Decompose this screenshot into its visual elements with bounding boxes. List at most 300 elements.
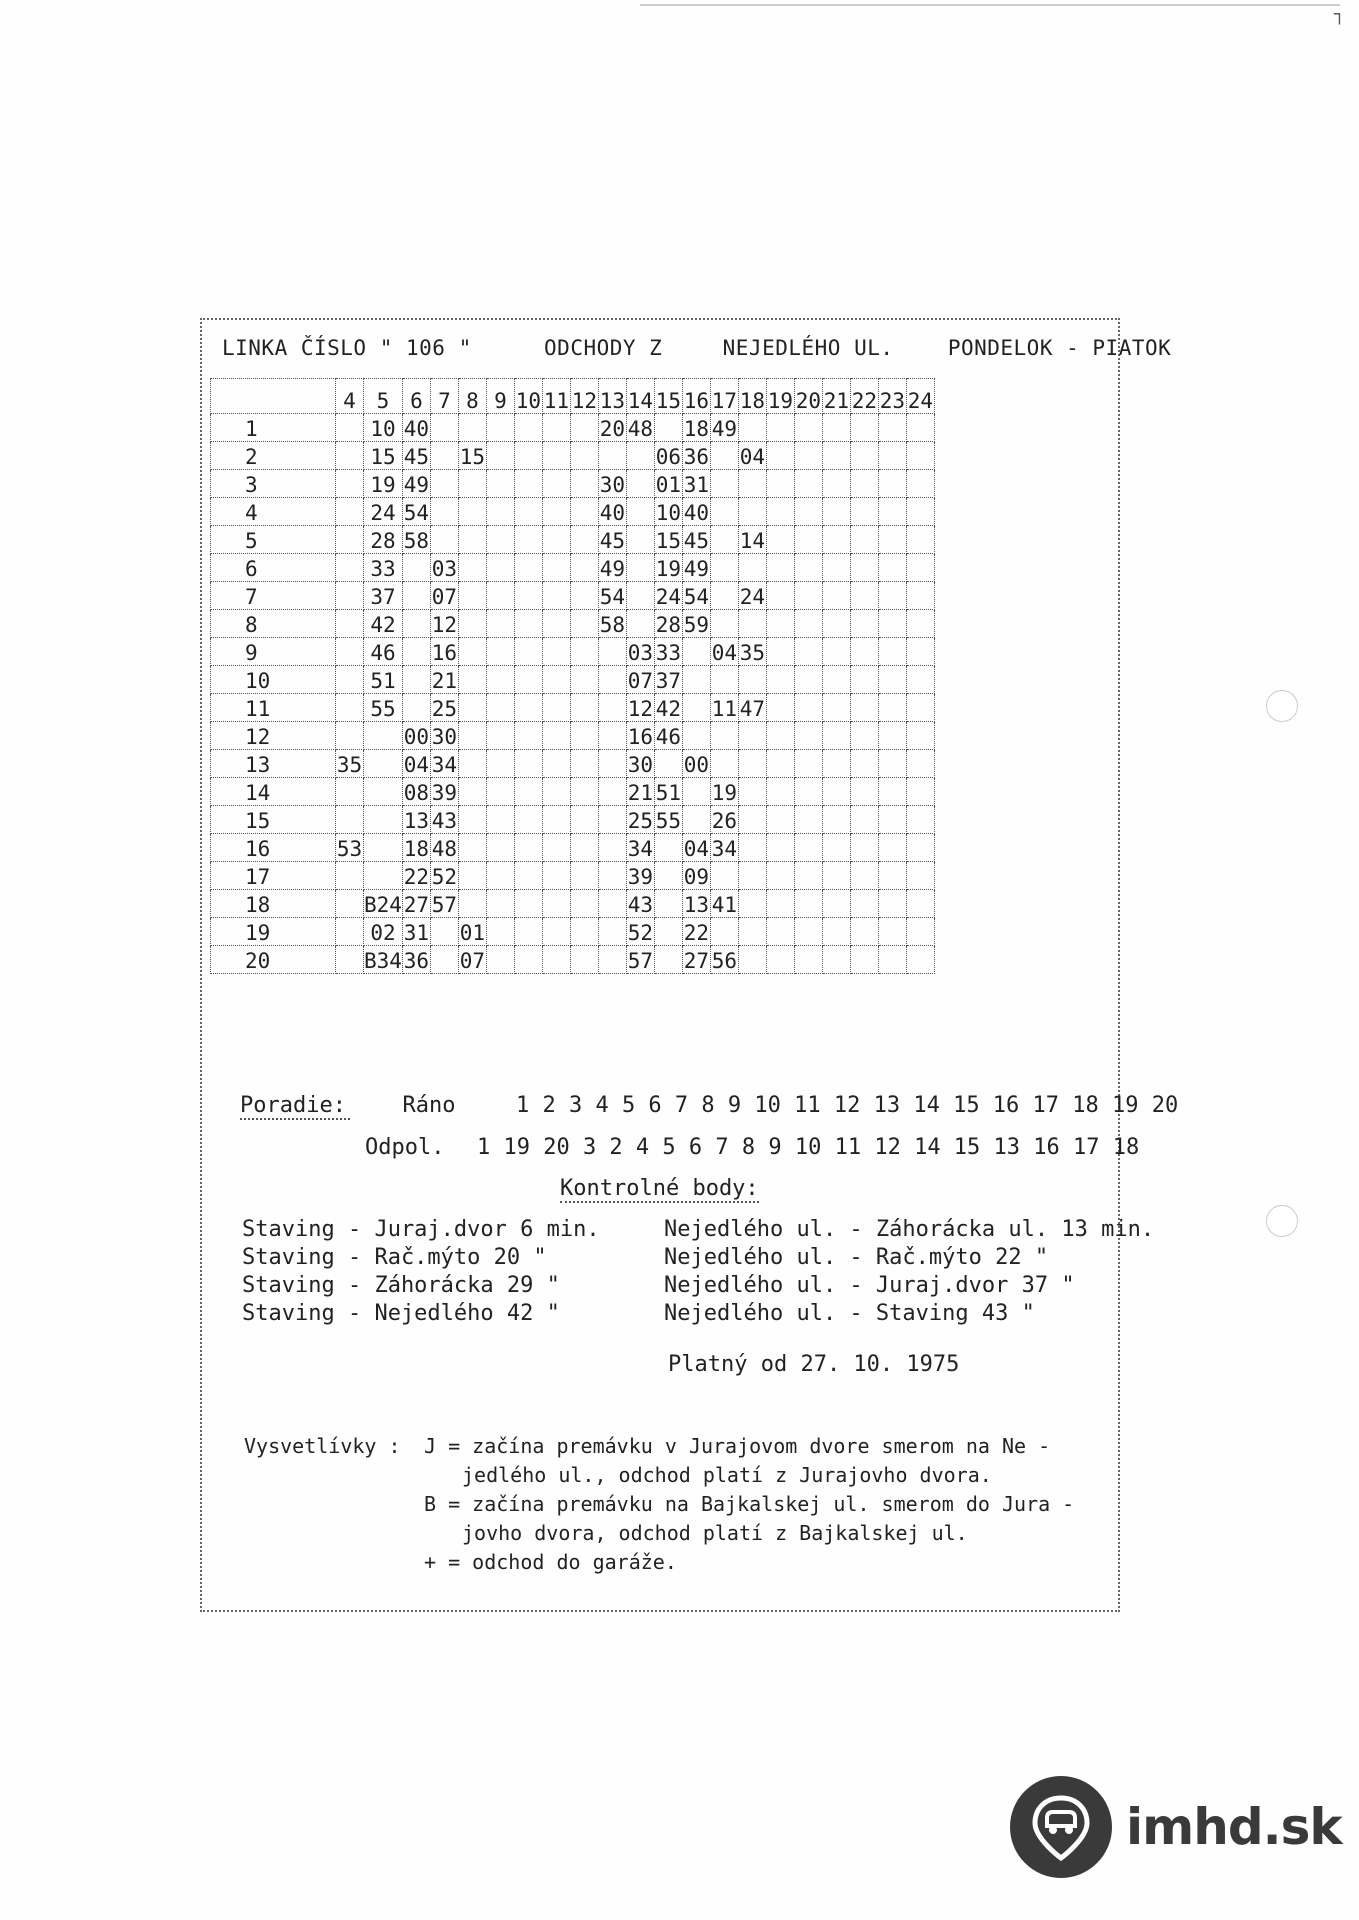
departure-cell (822, 414, 850, 442)
departure-cell (486, 918, 514, 946)
morning-order: 1 2 3 4 5 6 7 8 9 10 11 12 13 14 15 16 17 18 19 20 (515, 1093, 1179, 1118)
morning-label: Ráno (402, 1093, 456, 1118)
departure-cell (542, 414, 570, 442)
departure-cell: 14 (738, 526, 766, 554)
order-label: Poradie: (240, 1093, 350, 1120)
departure-cell: 54 (682, 582, 710, 610)
departure-cell: 27 (402, 890, 430, 918)
departure-cell (906, 470, 934, 498)
departure-cell: 09 (682, 862, 710, 890)
departure-table (210, 378, 935, 974)
departure-cell (626, 526, 654, 554)
departure-cell (336, 582, 364, 610)
departure-cell (542, 526, 570, 554)
departure-cell (794, 834, 822, 862)
departure-cell: 41 (710, 890, 738, 918)
departure-cell (850, 470, 878, 498)
departure-cell: 18 (402, 834, 430, 862)
table-row (211, 470, 935, 498)
departure-cell (486, 610, 514, 638)
departure-cell (570, 890, 598, 918)
hour-header: 9 (486, 379, 514, 414)
stop-name: NEJEDLÉHO UL. (722, 336, 894, 360)
hour-header: 8 (458, 379, 486, 414)
departure-cell (850, 610, 878, 638)
hour-header: 11 (542, 379, 570, 414)
departure-cell (514, 862, 542, 890)
departure-cell (906, 750, 934, 778)
departure-cell: 26 (710, 806, 738, 834)
hour-header: 7 (430, 379, 458, 414)
legend-line: jovho dvora, odchod platí z Bajkalskej ul. (462, 1521, 968, 1545)
scan-edge-line (640, 4, 1340, 6)
departure-cell (710, 498, 738, 526)
departure-cell: 48 (626, 414, 654, 442)
departure-cell (542, 722, 570, 750)
departure-cell (738, 414, 766, 442)
departure-cell (458, 806, 486, 834)
legend-line: B = začína premávku na Bajkalskej ul. smerom do Jura - (424, 1492, 1075, 1516)
departure-cell (906, 778, 934, 806)
valid-from: Platný od 27. 10. 1975 (668, 1352, 960, 1377)
departure-cell (738, 890, 766, 918)
departure-cell (336, 694, 364, 722)
corner-mark: ┐ (1334, 4, 1345, 25)
departure-cell (766, 414, 794, 442)
departure-cell (364, 806, 403, 834)
departure-cell (458, 778, 486, 806)
departure-cell (486, 498, 514, 526)
departures-label: ODCHODY Z (544, 336, 663, 360)
departure-cell: 37 (364, 582, 403, 610)
departure-cell (766, 694, 794, 722)
departure-cell (710, 610, 738, 638)
departure-cell (542, 946, 570, 974)
departure-cell (850, 918, 878, 946)
departure-cell (822, 582, 850, 610)
imhd-logo (1010, 1776, 1342, 1886)
departure-cell (542, 834, 570, 862)
departure-cell (514, 918, 542, 946)
departure-cell (458, 638, 486, 666)
departure-cell: 19 (654, 554, 682, 582)
departure-cell: 10 (654, 498, 682, 526)
run-number: 18 (211, 890, 336, 918)
departure-cell (738, 750, 766, 778)
departure-cell (822, 610, 850, 638)
departure-cell: 30 (430, 722, 458, 750)
departure-cell (542, 666, 570, 694)
departure-cell (654, 414, 682, 442)
departure-cell: 07 (430, 582, 458, 610)
departure-cell: 07 (626, 666, 654, 694)
departure-cell (626, 582, 654, 610)
departure-cell (570, 554, 598, 582)
departure-cell (458, 722, 486, 750)
departure-cell (766, 526, 794, 554)
departure-cell (514, 694, 542, 722)
departure-cell (458, 414, 486, 442)
departure-cell: 34 (710, 834, 738, 862)
run-number: 9 (211, 638, 336, 666)
departure-cell: 39 (430, 778, 458, 806)
departure-cell (598, 834, 626, 862)
departure-cell (364, 834, 403, 862)
departure-cell: 31 (402, 918, 430, 946)
departure-cell (430, 946, 458, 974)
departure-cell: 21 (430, 666, 458, 694)
departure-cell (598, 862, 626, 890)
departure-cell: 33 (364, 554, 403, 582)
departure-cell (906, 694, 934, 722)
departure-cell (878, 442, 906, 470)
departure-cell: 43 (626, 890, 654, 918)
run-number: 6 (211, 554, 336, 582)
departure-cell (654, 890, 682, 918)
departure-cell (878, 694, 906, 722)
checkpoint-from-staving: Staving - Rač.mýto 20 " (242, 1245, 547, 1270)
departure-cell (598, 666, 626, 694)
departure-cell (794, 750, 822, 778)
departure-cell (570, 694, 598, 722)
departure-cell (794, 694, 822, 722)
departure-cell (542, 890, 570, 918)
departure-cell (542, 442, 570, 470)
table-row (211, 666, 935, 694)
departure-cell: 54 (598, 582, 626, 610)
departure-cell (822, 946, 850, 974)
departure-cell (794, 722, 822, 750)
departure-cell (654, 834, 682, 862)
departure-cell: 28 (364, 526, 403, 554)
departure-cell (570, 778, 598, 806)
days-label: PONDELOK - PIATOK (947, 336, 1172, 360)
legend-line: jedlého ul., odchod platí z Jurajovho dvora. (462, 1463, 992, 1487)
checkpoint-from-nejedleho: Nejedlého ul. - Juraj.dvor 37 " (664, 1273, 1075, 1298)
departure-cell (766, 610, 794, 638)
departure-cell (878, 414, 906, 442)
departure-cell (906, 498, 934, 526)
departure-cell (458, 582, 486, 610)
departure-cell (850, 890, 878, 918)
departure-cell (336, 778, 364, 806)
departure-cell (822, 862, 850, 890)
run-number: 20 (211, 946, 336, 974)
departure-cell (542, 918, 570, 946)
departure-cell: 04 (402, 750, 430, 778)
departure-cell: 30 (626, 750, 654, 778)
departure-cell: 52 (626, 918, 654, 946)
departure-cell (486, 470, 514, 498)
departure-cell (430, 470, 458, 498)
table-row (211, 862, 935, 890)
departure-cell: 56 (710, 946, 738, 974)
departure-cell (822, 470, 850, 498)
checkpoints-list (242, 1216, 1155, 1328)
departure-cell: 36 (402, 946, 430, 974)
departure-cell: 42 (654, 694, 682, 722)
departure-cell (336, 498, 364, 526)
departure-cell (626, 610, 654, 638)
table-row (211, 414, 935, 442)
departure-cell (878, 498, 906, 526)
table-row (211, 918, 935, 946)
departure-cell (570, 582, 598, 610)
departure-cell (878, 946, 906, 974)
departure-cell (626, 498, 654, 526)
departure-cell (682, 806, 710, 834)
departure-cell: 12 (430, 610, 458, 638)
hour-header: 14 (626, 379, 654, 414)
departure-cell: 43 (430, 806, 458, 834)
departure-cell (458, 694, 486, 722)
run-number: 7 (211, 582, 336, 610)
departure-cell (766, 862, 794, 890)
checkpoint-row (242, 1272, 1075, 1300)
departure-cell: B34 (364, 946, 403, 974)
checkpoint-row (242, 1216, 1155, 1244)
departure-cell (598, 638, 626, 666)
line-number: LINKA ČÍSLO " 106 " (222, 336, 472, 360)
departure-cell (458, 750, 486, 778)
departure-cell (570, 638, 598, 666)
departure-cell (336, 470, 364, 498)
departure-cell (486, 554, 514, 582)
departure-cell (402, 554, 430, 582)
departure-cell (598, 778, 626, 806)
departure-cell (486, 526, 514, 554)
departure-cell (654, 750, 682, 778)
departure-cell (794, 890, 822, 918)
logo-text: imhd.sk (1126, 1798, 1342, 1856)
departure-cell (878, 890, 906, 918)
departure-cell (430, 442, 458, 470)
legend-line: J = začína premávku v Jurajovom dvore smerom na Ne - (424, 1434, 1051, 1458)
departure-cell: 31 (682, 470, 710, 498)
departure-cell (738, 666, 766, 694)
departure-cell (458, 498, 486, 526)
table-row (211, 638, 935, 666)
departure-cell (738, 470, 766, 498)
checkpoint-from-staving: Staving - Záhorácka 29 " (242, 1273, 560, 1298)
departure-cell (486, 890, 514, 918)
departure-cell (486, 778, 514, 806)
departure-cell (514, 722, 542, 750)
order-afternoon (365, 1135, 1139, 1160)
departure-cell (766, 554, 794, 582)
departure-cell (336, 526, 364, 554)
departure-cell (514, 554, 542, 582)
departure-cell: 00 (402, 722, 430, 750)
departure-cell (794, 582, 822, 610)
departure-cell (626, 442, 654, 470)
departure-cell (850, 694, 878, 722)
corner-cell (211, 379, 336, 414)
departure-cell (710, 862, 738, 890)
departure-cell: 18 (682, 414, 710, 442)
departure-cell (906, 582, 934, 610)
departure-cell (850, 526, 878, 554)
departure-cell (364, 778, 403, 806)
departure-cell (822, 890, 850, 918)
departure-cell (710, 666, 738, 694)
hour-header: 23 (878, 379, 906, 414)
departure-cell (906, 610, 934, 638)
departure-cell (822, 806, 850, 834)
departure-cell (794, 470, 822, 498)
departure-cell: 51 (364, 666, 403, 694)
hour-header: 24 (906, 379, 934, 414)
departure-cell (794, 918, 822, 946)
departure-cell (598, 442, 626, 470)
departure-cell (766, 666, 794, 694)
departure-cell (364, 750, 403, 778)
departure-cell: 47 (738, 694, 766, 722)
departure-cell (878, 610, 906, 638)
departure-cell (514, 498, 542, 526)
checkpoint-from-nejedleho: Nejedlého ul. - Záhorácka ul. 13 min. (664, 1217, 1155, 1242)
departure-cell (738, 806, 766, 834)
departure-cell (486, 806, 514, 834)
departure-cell: 45 (598, 526, 626, 554)
departure-cell: 57 (626, 946, 654, 974)
departure-cell (486, 414, 514, 442)
run-number: 1 (211, 414, 336, 442)
departure-cell (766, 470, 794, 498)
departure-cell: 58 (402, 526, 430, 554)
departure-cell (794, 638, 822, 666)
departure-cell (542, 470, 570, 498)
departure-cell (626, 554, 654, 582)
departure-cell (822, 498, 850, 526)
departure-cell (570, 666, 598, 694)
departure-cell: 40 (598, 498, 626, 526)
departure-cell: 49 (402, 470, 430, 498)
departure-cell (738, 498, 766, 526)
departure-cell (738, 778, 766, 806)
departure-cell (514, 890, 542, 918)
departure-cell (486, 638, 514, 666)
legend-body (424, 1432, 1104, 1577)
departure-cell (654, 946, 682, 974)
departure-cell (710, 526, 738, 554)
hour-header: 19 (766, 379, 794, 414)
departure-cell (822, 750, 850, 778)
departure-cell: 13 (682, 890, 710, 918)
run-number: 2 (211, 442, 336, 470)
departure-cell (430, 498, 458, 526)
departure-cell (402, 638, 430, 666)
departure-cell (458, 834, 486, 862)
departure-cell (654, 918, 682, 946)
departure-cell (542, 554, 570, 582)
departure-cell (738, 610, 766, 638)
run-number: 14 (211, 778, 336, 806)
departure-cell (570, 610, 598, 638)
departure-cell (850, 498, 878, 526)
departure-cell (850, 946, 878, 974)
departure-cell (822, 442, 850, 470)
departure-cell (598, 890, 626, 918)
departure-cell (794, 610, 822, 638)
departure-cell (794, 526, 822, 554)
departure-cell (906, 526, 934, 554)
departure-cell: 25 (430, 694, 458, 722)
departure-cell (878, 666, 906, 694)
departure-cell (794, 946, 822, 974)
departure-cell: 40 (682, 498, 710, 526)
departure-cell (364, 862, 403, 890)
departure-cell (430, 918, 458, 946)
departure-cell: 24 (738, 582, 766, 610)
departure-cell: 46 (364, 638, 403, 666)
departure-cell (682, 638, 710, 666)
departure-cell: 39 (626, 862, 654, 890)
departure-cell (336, 554, 364, 582)
departure-cell: 15 (364, 442, 403, 470)
departure-cell (878, 778, 906, 806)
run-number: 12 (211, 722, 336, 750)
departure-cell (710, 722, 738, 750)
table-row (211, 694, 935, 722)
departure-cell (794, 862, 822, 890)
departure-cell (682, 666, 710, 694)
departure-cell (430, 526, 458, 554)
departure-cell: B24 (364, 890, 403, 918)
table-row (211, 498, 935, 526)
departure-cell (822, 526, 850, 554)
departure-cell: 02 (364, 918, 403, 946)
departure-cell (850, 722, 878, 750)
departure-cell (850, 834, 878, 862)
checkpoint-from-nejedleho: Nejedlého ul. - Rač.mýto 22 " (664, 1245, 1049, 1270)
departure-cell: 15 (458, 442, 486, 470)
departure-cell: 00 (682, 750, 710, 778)
table-row (211, 582, 935, 610)
departure-cell (570, 498, 598, 526)
table-row (211, 750, 935, 778)
run-number: 8 (211, 610, 336, 638)
hour-header: 4 (336, 379, 364, 414)
departure-cell: 53 (336, 834, 364, 862)
departure-cell (850, 554, 878, 582)
departure-cell (794, 806, 822, 834)
departure-cell (822, 918, 850, 946)
departure-cell (486, 750, 514, 778)
departure-cell (570, 862, 598, 890)
departure-cell (402, 694, 430, 722)
departure-cell (878, 554, 906, 582)
departure-cell (794, 554, 822, 582)
hour-header: 15 (654, 379, 682, 414)
departure-cell (542, 498, 570, 526)
departure-cell (878, 582, 906, 610)
departure-cell: 27 (682, 946, 710, 974)
departure-cell (458, 554, 486, 582)
hour-header: 13 (598, 379, 626, 414)
departure-cell (570, 806, 598, 834)
departure-cell (336, 946, 364, 974)
departure-cell (514, 834, 542, 862)
departure-cell (336, 610, 364, 638)
departure-cell (542, 610, 570, 638)
departure-cell (542, 582, 570, 610)
departure-cell: 19 (364, 470, 403, 498)
departure-cell (878, 750, 906, 778)
departure-cell (570, 918, 598, 946)
departure-cell: 20 (598, 414, 626, 442)
departure-cell (336, 722, 364, 750)
